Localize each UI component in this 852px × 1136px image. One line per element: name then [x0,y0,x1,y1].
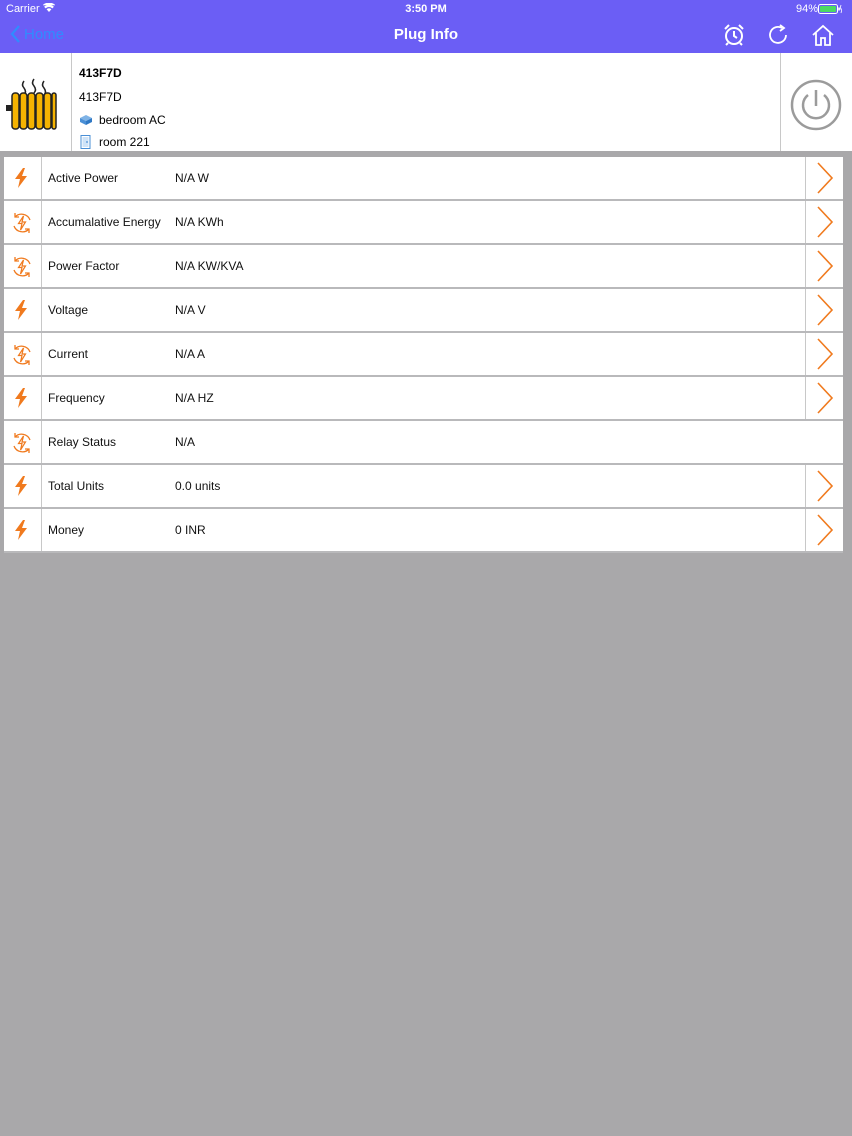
metric-value: N/A A [175,347,206,361]
energy-cycle-icon [4,201,42,243]
device-id: 413F7D [79,90,122,104]
metric-value: N/A HZ [175,391,214,405]
metric-label: Power Factor [48,259,120,273]
metric-value: 0 INR [175,523,206,537]
power-icon [790,79,842,131]
room-label: room 221 [99,135,150,149]
chevron-right-icon[interactable] [805,333,843,375]
appliance-icon [79,114,93,126]
metric-label: Frequency [48,391,105,405]
metric-row-power-factor [4,245,843,289]
device-card [0,53,852,151]
metric-label: Current [48,347,89,361]
bolt-icon [4,465,42,507]
nav-bar [0,17,852,53]
chevron-right-icon[interactable] [805,377,843,419]
chevron-right-icon[interactable] [805,465,843,507]
metric-row-frequency [4,377,843,421]
metric-value: N/A KWh [175,215,224,229]
metric-label: Voltage [48,303,89,317]
chevron-right-icon[interactable] [805,289,843,331]
bolt-icon [4,509,42,551]
power-button[interactable] [790,79,842,131]
energy-cycle-icon [4,245,42,287]
page-title: Plug Info [393,26,459,43]
metric-label: Money [48,523,85,537]
metric-row-voltage [4,289,843,333]
bolt-icon [4,289,42,331]
heater-icon [0,53,72,151]
refresh-icon[interactable] [766,23,790,47]
metric-row-accumalative-energy [4,201,843,245]
door-icon [79,135,93,149]
energy-cycle-icon [4,421,42,463]
home-icon[interactable] [811,23,835,47]
appliance-row [79,113,166,127]
appliance-label: bedroom AC [99,113,166,127]
bolt-icon [4,157,42,199]
energy-cycle-icon [4,333,42,375]
chevron-right-icon[interactable] [805,201,843,243]
chevron-right-icon[interactable] [805,509,843,551]
chevron-right-icon[interactable] [805,157,843,199]
status-time: 3:50 PM [405,3,447,15]
metric-value: N/A V [175,303,206,317]
alarm-clock-icon[interactable] [722,23,746,47]
metric-label: Active Power [48,171,119,185]
metric-label: Total Units [48,479,105,493]
metric-value: 0.0 units [175,479,221,493]
metric-row-total-units [4,465,843,509]
metric-row-money [4,509,843,553]
room-row [79,135,150,149]
bolt-icon [4,377,42,419]
metric-label: Relay Status [48,435,117,449]
metrics-list [4,157,843,553]
metric-value: N/A [175,435,196,449]
chevron-right-icon[interactable] [805,245,843,287]
battery-percent: 94% [795,3,818,15]
battery-icon [818,4,842,17]
carrier-label: Carrier [6,3,40,15]
device-name: 413F7D [79,66,122,80]
metric-row-active-power [4,157,843,201]
status-bar [0,0,852,17]
metric-label: Accumalative Energy [48,215,161,229]
metric-row-current [4,333,843,377]
top-bar [0,0,852,53]
metric-row-relay-status [4,421,843,465]
metric-value: N/A W [175,171,210,185]
metric-value: N/A KW/KVA [175,259,244,273]
power-cell [780,53,852,151]
back-button-label: Home [24,25,65,43]
